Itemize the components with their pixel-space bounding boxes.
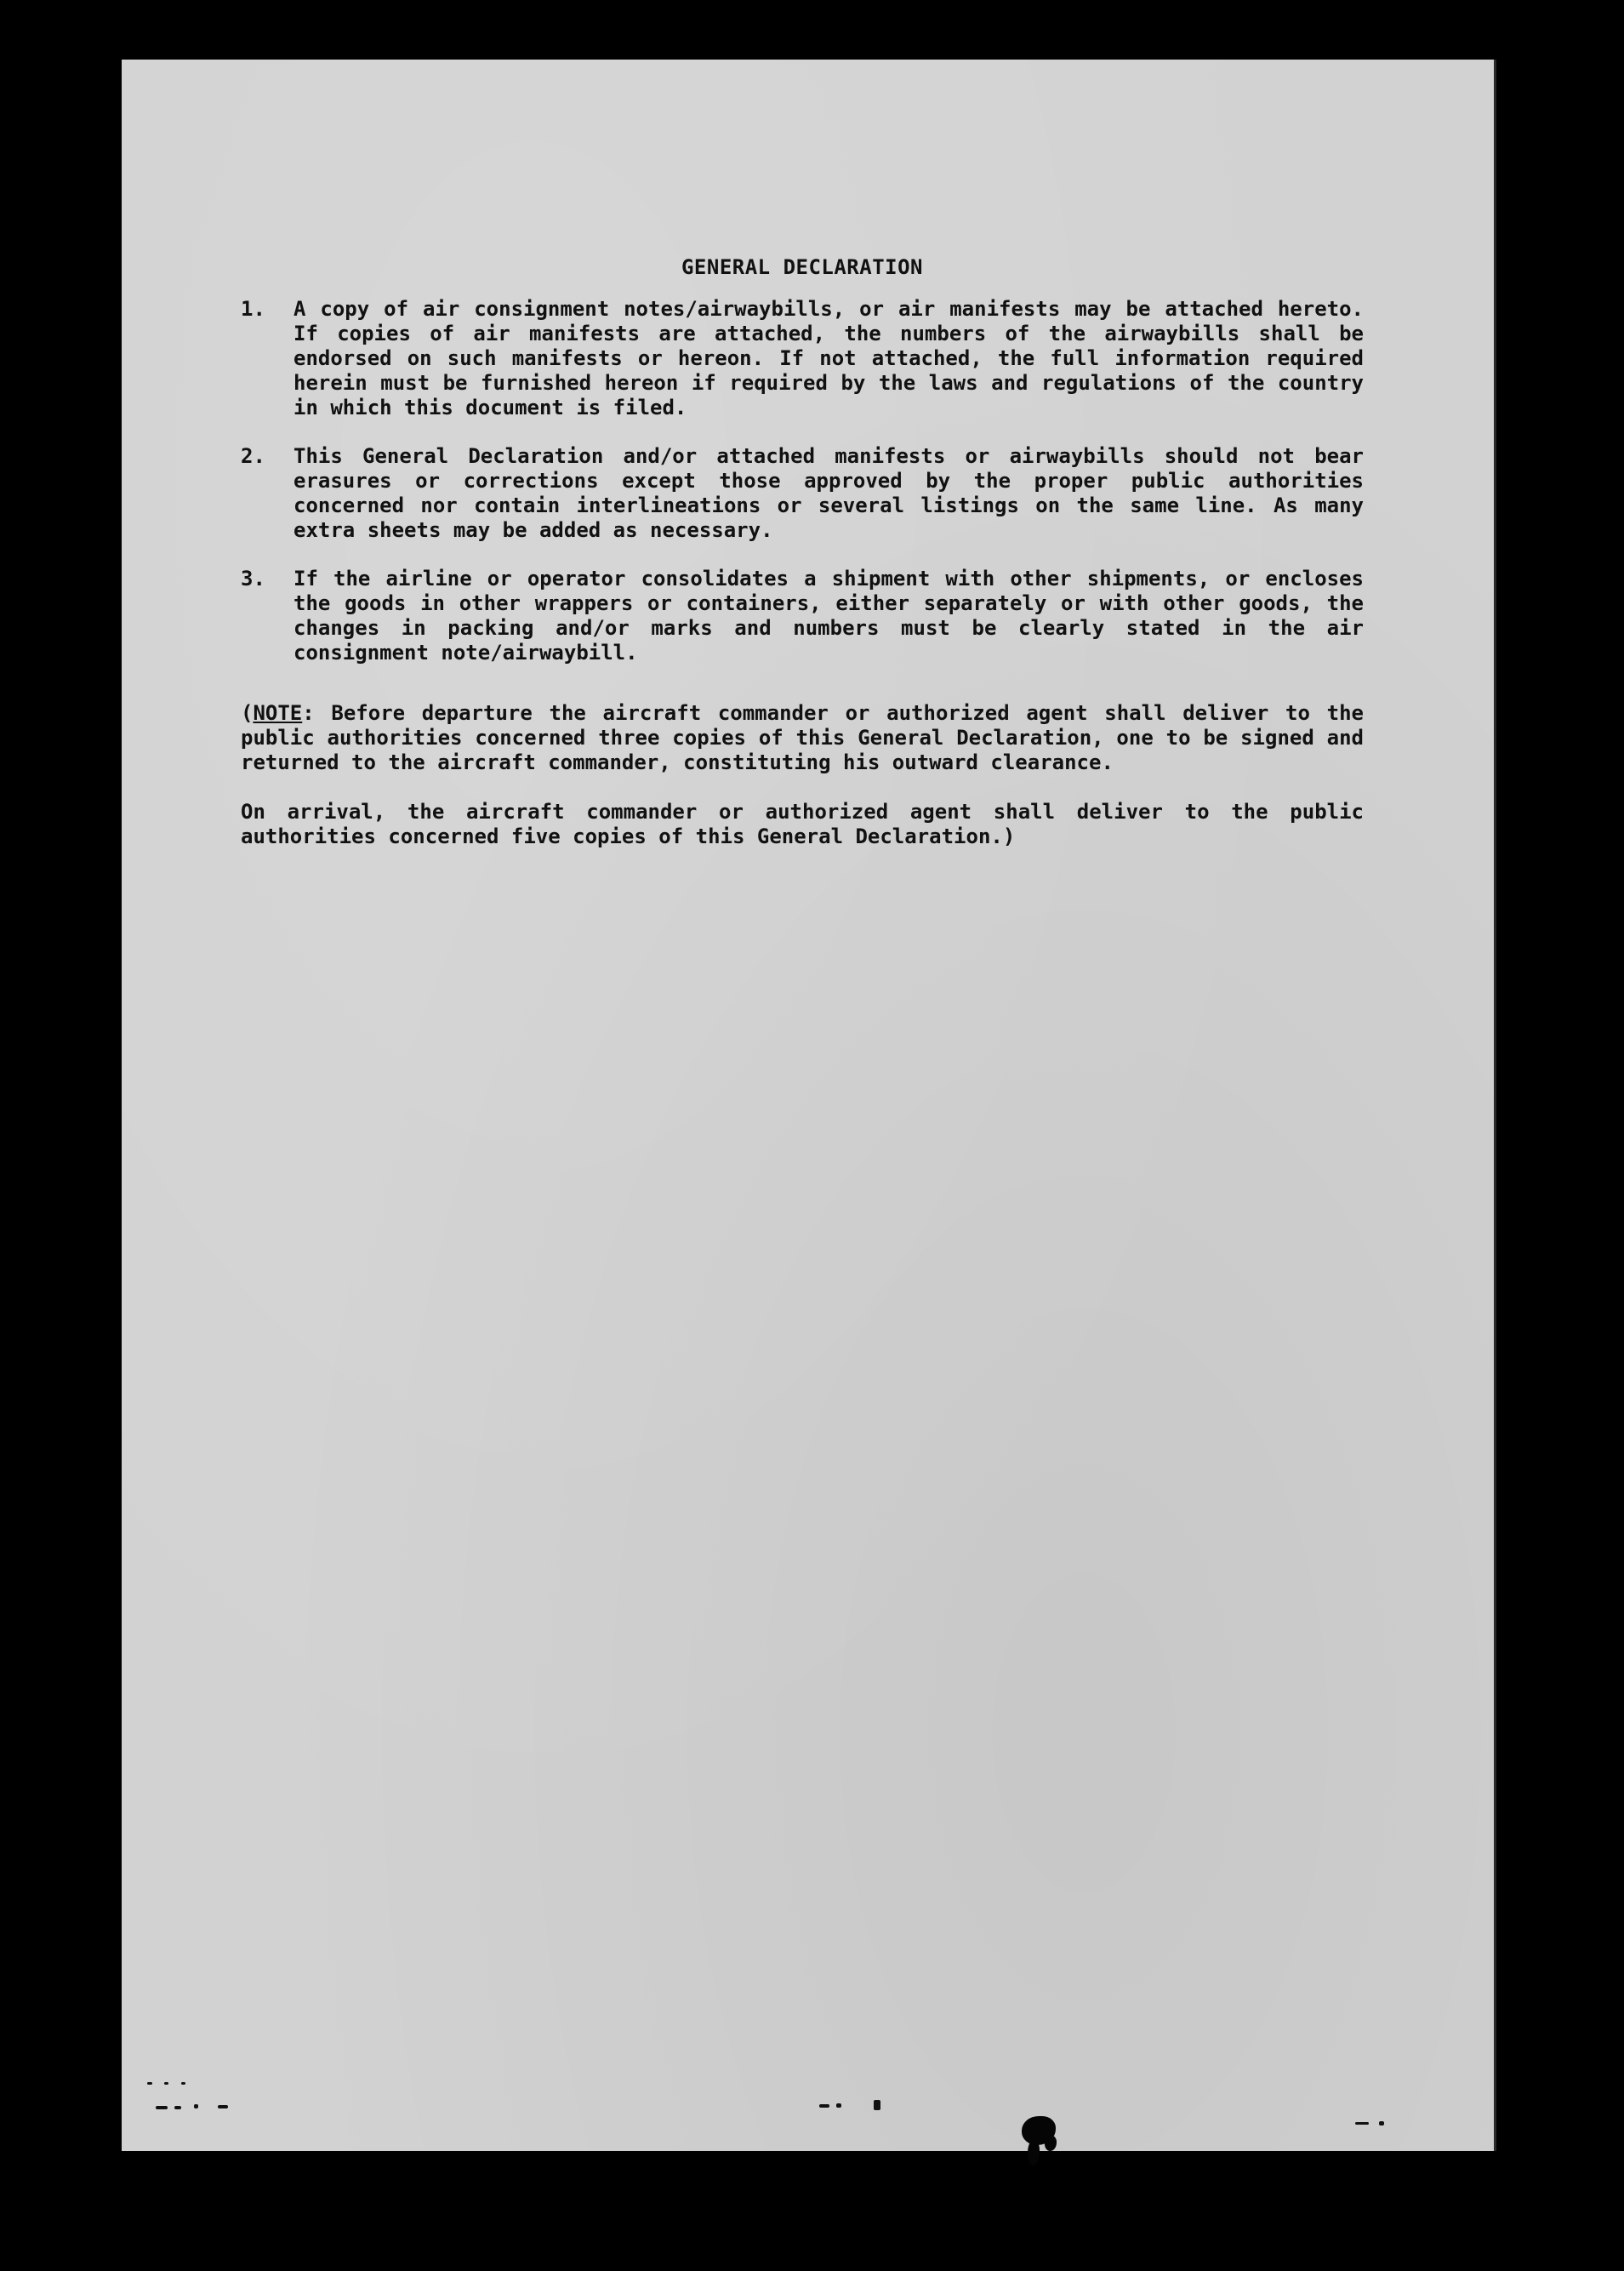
scan-speck — [819, 2104, 829, 2108]
item-text: A copy of air consignment notes/airwaybills, or air manifests may be attached hereto. If copies of air manifests are attached, the numbers of the airwaybills shall be endorsed on such manifests or hereon. If not attached, the full information required herein must be furnished hereon if required by the laws and regulations of the country in which this document is filed. — [293, 297, 1364, 419]
item-number: 2. — [241, 444, 265, 468]
scan-speck — [194, 2104, 198, 2108]
item-number: 3. — [241, 567, 265, 591]
paper-edge — [1494, 60, 1496, 2151]
note-paragraph — [241, 701, 1364, 775]
document-title: GENERAL DECLARATION — [681, 255, 924, 279]
scan-speck — [874, 2100, 880, 2110]
instruction-item-2 — [241, 444, 1364, 543]
arrival-paragraph: On arrival, the aircraft commander or authorized agent shall deliver to the public authorities concerned five copies of this General Declaration.) — [241, 800, 1364, 848]
note-text: : Before departure the aircraft commander or authorized agent shall deliver to the public authorities concerned three copies of this General Declaration, one to be signed and returned to the aircraft commander, constituting his outward clearance. — [241, 701, 1364, 774]
scan-speck — [1379, 2121, 1384, 2125]
instruction-item-3 — [241, 567, 1364, 665]
instruction-item-1 — [241, 297, 1364, 420]
paper-sheet — [122, 60, 1496, 2151]
item-text: This General Declaration and/or attached manifests or airwaybills should not bear erasures or corrections except those approved by the proper public authorities concerned nor contain interlineations or several listings on the same line. As many extra sheets may be added as necessary. — [293, 444, 1364, 542]
document-body — [241, 255, 1364, 849]
item-number: 1. — [241, 297, 265, 321]
scan-speck — [181, 2082, 185, 2085]
item-text: If the airline or operator consolidates a shipment with other shipments, or encloses the goods in other wrappers or containers, either separately or with other goods, the changes in packing and/or marks and numbers must be clearly stated in the air consignment note/airwaybill. — [293, 567, 1364, 665]
scan-speck — [218, 2105, 228, 2108]
ink-blot — [1045, 2136, 1057, 2151]
scan-speck — [836, 2103, 841, 2108]
ink-blot — [1028, 2140, 1040, 2165]
note-open-paren: ( — [241, 701, 254, 725]
scan-speck — [174, 2106, 181, 2109]
scan-speck — [1355, 2122, 1369, 2125]
scan-speck — [164, 2082, 168, 2085]
note-label: NOTE — [253, 701, 303, 725]
scan-speck — [156, 2106, 168, 2109]
scan-speck — [147, 2082, 152, 2085]
